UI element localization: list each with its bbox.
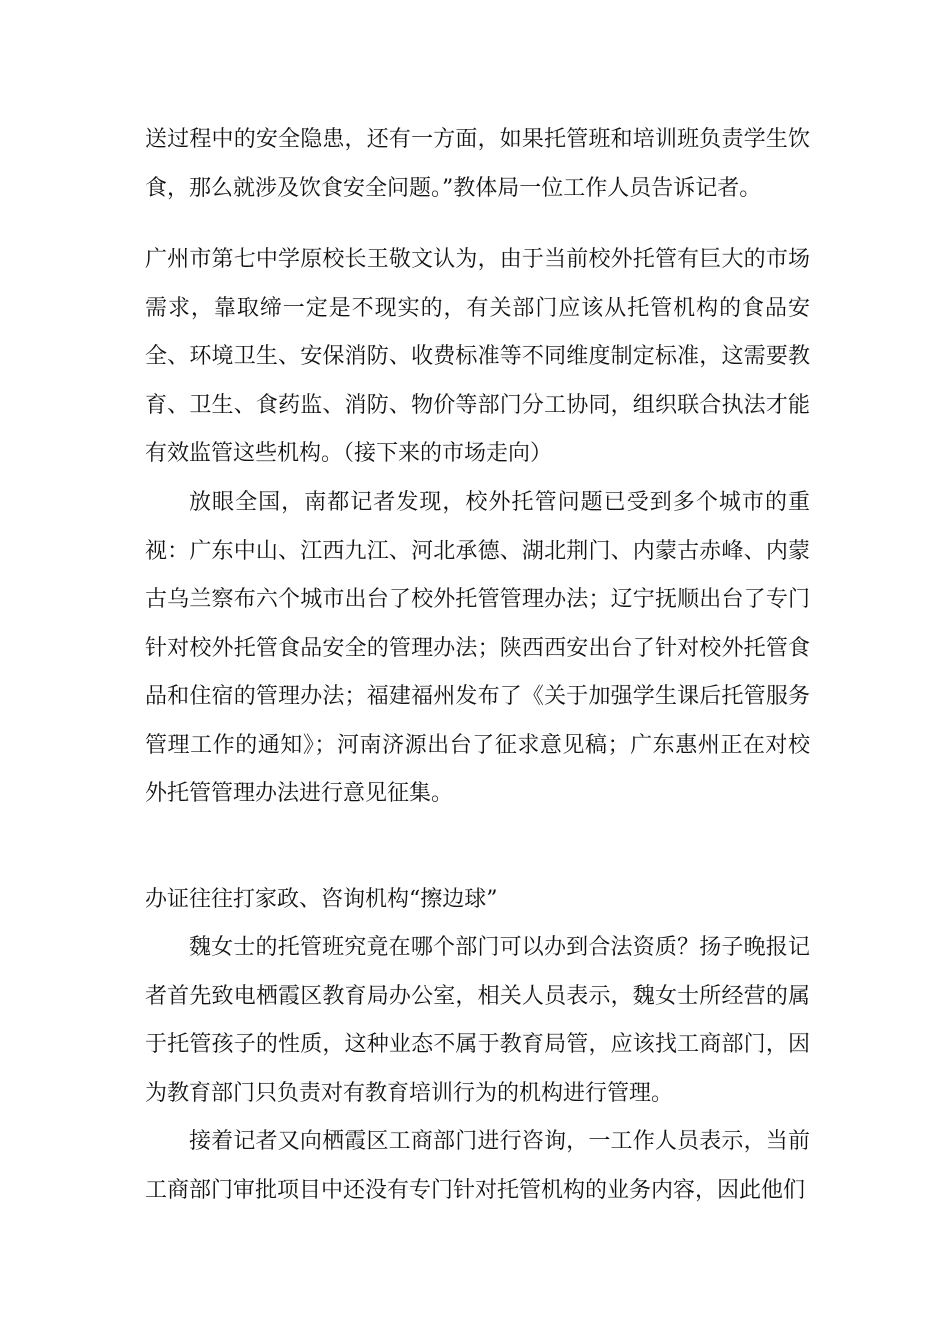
paragraph-3: 放眼全国，南都记者发现，校外托管问题已受到多个城市的重视：广东中山、江西九江、河北承德、湖北荆门、内蒙古赤峰、内蒙古乌兰察布六个城市出台了校外托管管理办法；辽宁抚顺出台了专门针对校外托管食品安全的管理办法；陕西西安出台了针对校外托管食品和住宿的管理办法；福建福州发布了《关于加强学生课后托管服务管理工作的通知》；河南济源出台了征求意见稿；广东惠州正在对校外托管管理办法进行意见征集。 xyxy=(145,490,810,806)
section-heading: 办证往往打家政、咨询机构“擦边球” xyxy=(145,887,498,912)
paragraph-1: 送过程中的安全隐患，还有一方面，如果托管班和培训班负责学生饮食，那么就涉及饮食安全问题。”教体局一位工作人员告诉记者。 xyxy=(145,127,810,201)
paragraph-4: 魏女士的托管班究竟在哪个部门可以办到合法资质？扬子晚报记者首先致电栖霞区教育局办公室，相关人员表示，魏女士所经营的属于托管孩子的性质，这种业态不属于教育局管，应该找工商部门，因为教育部门只负责对有教育培训行为的机构进行管理。 xyxy=(145,935,810,1106)
paragraph-2: 广州市第七中学原校长王敬文认为，由于当前校外托管有巨大的市场需求，靠取缔一定是不现实的，有关部门应该从托管机构的食品安全、环境卫生、安保消防、收费标准等不同维度制定标准，这需要教育、卫生、食药监、消防、物价等部门分工协同，组织联合执法才能有效监管这些机构。（接下来的市场走向） xyxy=(145,247,810,466)
paragraph-5: 接着记者又向栖霞区工商部门进行咨询，一工作人员表示，当前工商部门审批项目中还没有专门针对托管机构的业务内容，因此他们 xyxy=(145,1129,810,1203)
